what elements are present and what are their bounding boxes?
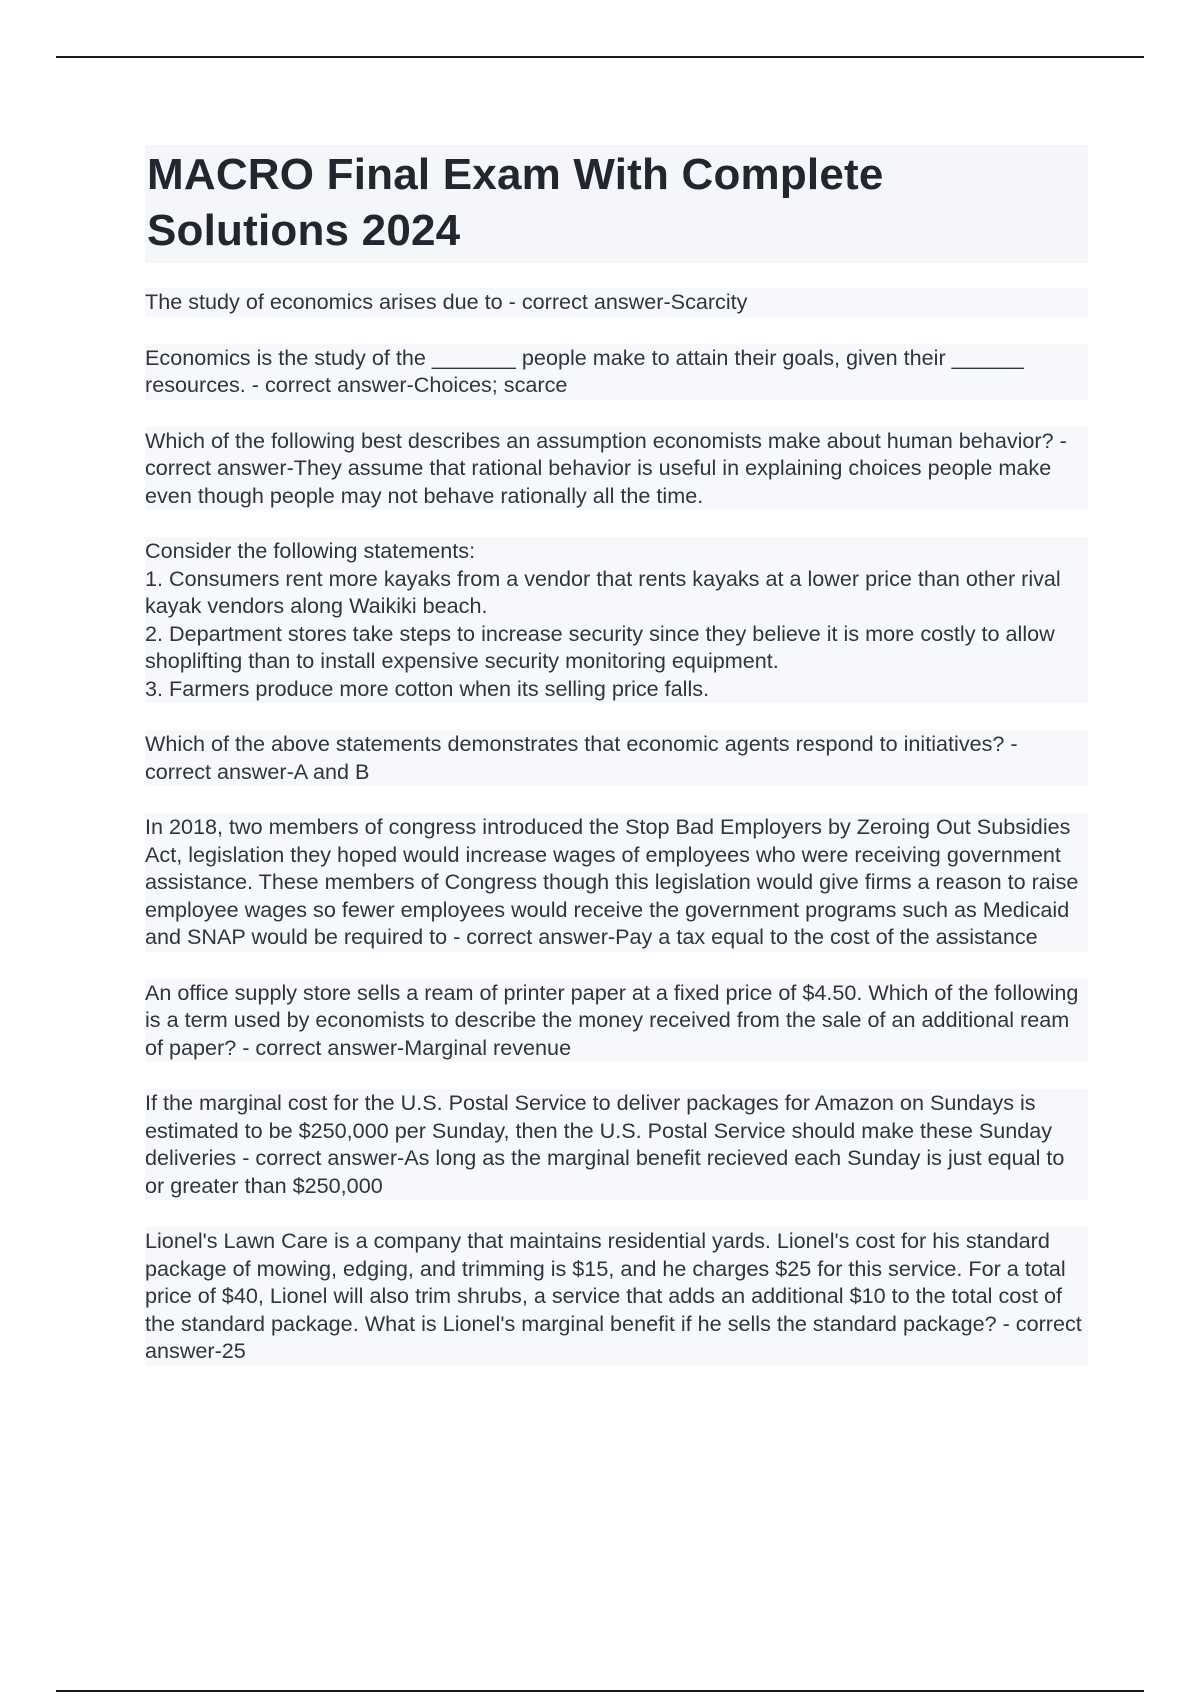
qa-entry-5: Which of the above statements demonstrates that economic agents respond to initiatives? - correct answer-A and B [145,730,1088,786]
qa-entry-6: In 2018, two members of congress introduced the Stop Bad Employers by Zeroing Out Subsidies Act, legislation they hoped would increase wages of employees who were receiving government assistance. These members of Congress though this legislation would give firms a reason to raise employee wages so fewer employees would receive the government programs such as Medicaid and SNAP would be required to - correct answer-Pay a tax equal to the cost of the assistance [145,813,1088,952]
qa-entry-7: An office supply store sells a ream of printer paper at a fixed price of $4.50. Which of the following is a term used by economists to describe the money received from the sale of an additional ream of paper? - correct answer-Marginal revenue [145,979,1088,1063]
page-title: MACRO Final Exam With Complete Solutions 2024 [147,150,884,255]
qa-entry-8: If the marginal cost for the U.S. Postal Service to deliver packages for Amazon on Sundays is estimated to be $250,000 per Sunday, then the U.S. Postal Service should make these Sunday deliveries - correct answer-As long as the marginal benefit recieved each Sunday is just equal to or greater than $250,000 [145,1089,1088,1200]
qa-entry-4: Consider the following statements: 1. Consumers rent more kayaks from a vendor that rents kayaks at a lower price than other rival kayak vendors along Waikiki beach. 2. Department stores take steps to increase security since they believe it is more costly to allow shoplifting than to install expensive security monitoring equipment. 3. Farmers produce more cotton when its selling price falls. [145,537,1088,703]
qa-entry-3: Which of the following best describes an assumption economists make about human behavior? - correct answer-They assume that rational behavior is useful in explaining choices people make even though people may not behave rationally all the time. [145,427,1088,511]
document-body [145,145,1088,1393]
qa-entry-2: Economics is the study of the _______ people make to attain their goals, given their ______ resources. - correct answer-Choices; scarce [145,344,1088,400]
title-block [145,145,1088,263]
qa-entry-1: The study of economics arises due to - correct answer-Scarcity [145,288,1088,317]
top-rule [56,56,1144,58]
bottom-rule [56,1690,1144,1692]
qa-entry-9: Lionel's Lawn Care is a company that maintains residential yards. Lionel's cost for his standard package of mowing, edging, and trimming is $15, and he charges $25 for this service. For a total price of $40, Lionel will also trim shrubs, a service that adds an additional $10 to the total cost of the standard package. What is Lionel's marginal benefit if he sells the standard package? - correct answer-25 [145,1227,1088,1366]
